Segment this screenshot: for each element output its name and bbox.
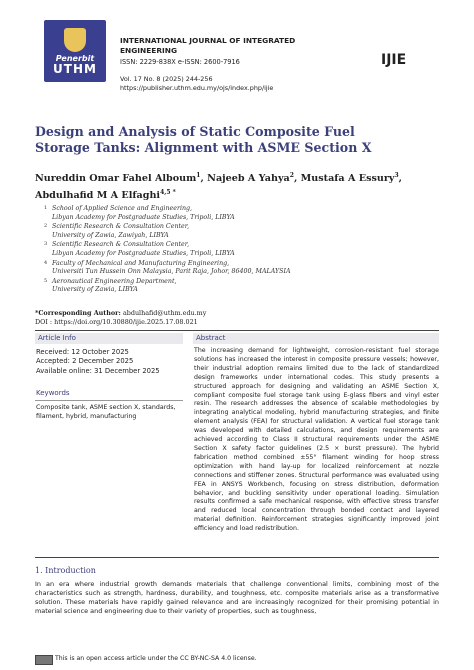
affiliation-number: 2 (44, 223, 48, 230)
author-sup: 4,5 * (160, 189, 176, 197)
issn-line: ISSN: 2229-838X e-ISSN: 2600-7916 (120, 58, 240, 66)
author-name: Mustafa A Essury (300, 173, 395, 185)
abstract-header (193, 333, 439, 344)
affiliation-line: Scientific Research & Consultation Center, (52, 241, 190, 249)
journal-title: INTERNATIONAL JOURNAL OF INTEGRATED ENGINEERING (120, 36, 296, 55)
divider (35, 400, 183, 401)
affiliation-line: Libyan Academy for Postgraduate Studies, Tripoli, LIBYA (52, 249, 235, 257)
divider (35, 557, 439, 558)
affiliation-number: 1 (44, 205, 48, 211)
logo-text-bottom: UTHM (53, 61, 97, 76)
affiliation-list (44, 205, 432, 296)
affiliation-line: School of Applied Science and Engineering, (52, 205, 193, 212)
volume-line: Vol. 17 No. 8 (2025) 244-256 (120, 75, 213, 83)
abstract-heading: Abstract (196, 334, 226, 342)
affiliation-line: University of Zawia, LIBYA (52, 286, 138, 294)
shield-icon (64, 28, 86, 52)
author-name: Abdulhafid M A Elfaghi (35, 190, 161, 202)
author-sup: 1 (196, 172, 201, 179)
cc-license-icon (35, 655, 53, 665)
author-sup: 3 (394, 172, 399, 179)
introduction-text: In an era where industrial growth demands materials that challenge conventional limits, combining most of the characteristics such as strength, hardness, durability, and toughness, etc. composite materials arise as a transformative solution. These materials have rapidly gained relevance and are increasingly recognized for their promising potential in material science and engineering due to their variety of properties, such as toughness, (35, 580, 439, 615)
received-date: Received: 12 October 2025 (36, 348, 129, 356)
affiliation-line: Libyan Academy for Postgraduate Studies, Tripoli, LIBYA (52, 213, 235, 221)
author-name: Najeeb A Yahya (207, 173, 290, 185)
introduction-heading: 1. Introduction (35, 566, 96, 575)
affiliation-number: 4 (44, 259, 48, 266)
affiliation (44, 223, 432, 240)
corresponding-email[interactable]: abdulhafid@uthm.edu.my (122, 309, 207, 317)
affiliation (44, 259, 432, 277)
author-list: Nureddin Omar Fahel Alboum$^1$, Najeeb A Yahya$^2$, Mustafa A Essury$^3$, Abdulhafid M A Elfaghi$^{4,5 *}$ (35, 172, 403, 202)
affiliation-line: Aeronautical Engineering Department, (52, 277, 177, 285)
keywords-text: Composite tank, ASME section X, standards, filament, hybrid, manufacturing (36, 404, 176, 420)
journal-url[interactable]: https://publisher.uthm.edu.my/ojs/index.php/ijie (120, 84, 274, 92)
available-date: Available online: 31 December 2025 (36, 366, 160, 375)
abstract-text: The increasing demand for lightweight, corrosion-resistant fuel storage solutions has increased the interest in composite pressure vessels; however, their industrial adoption remains limited due to the lack of standardized design frameworks under international codes. This study presents a structured approach for designing and validating an ASME Section X, compliant composite fuel storage tank using E-glass fibers and vinyl ester resin. The research addresses the absence of scalable methodologies by integrating analytical modeling, hybrid manufacturing strategies, and finite element analysis (FEA) for structural validation. A vertical fuel storage tank was developed with detailed calculations, and design requirements are achieved according to Class II structural requirements under the ASME Section X safety factor guidelines (2.5 × burst pressure). The hybrid fabrication method combined ±55° filament winding for hoop stress optimization with hand lay-up for localized reinforcement at nozzle connections and stiffener zones. Structural performance was evaluated using FEA in ANSYS Workbench, focusing on stress distribution, deformation behavior, and buckling sensitivity under operational loading. Simulation results confirmed a safe mechanical response, with effective stress transfer and reduced local concentration through bonded contact and layered material definition. Reinforcement strategies significantly improved joint efficiency and load redistribution. (194, 347, 439, 533)
corresponding-block (35, 309, 206, 327)
paper-title: Design and Analysis of Static Composite Fuel Storage Tanks: Alignment with ASME Section X (35, 124, 372, 155)
keywords-heading: Keywords (36, 389, 70, 398)
publisher-logo (44, 20, 106, 82)
article-dates (35, 348, 183, 376)
affiliation (44, 241, 432, 258)
journal-badge: IJIE (381, 52, 407, 68)
affiliation-number: 5 (44, 277, 48, 284)
affiliation-line: Scientific Research & Consultation Center, (52, 223, 190, 231)
article-info-heading: Article Info (38, 334, 76, 342)
affiliation-line: University of Zawia, Zawiyah, LIBYA (52, 231, 169, 239)
corresponding-label: *Corresponding Author: (35, 309, 121, 317)
accepted-date: Accepted: 2 December 2025 (36, 357, 134, 366)
divider (35, 330, 439, 331)
affiliation-line: Faculty of Mechanical and Manufacturing Engineering, (52, 259, 230, 267)
author-name: Nureddin Omar Fahel Alboum (35, 173, 197, 185)
doi-link[interactable]: https://doi.org/10.30880/ijie.2025.17.08.021 (54, 318, 198, 326)
article-info (35, 333, 183, 421)
article-info-header (35, 333, 183, 344)
affiliation (44, 277, 432, 295)
affiliation-line: Universiti Tun Hussein Onn Malaysia, Parit Raja, Johor, 86400, MALAYSIA (52, 268, 291, 276)
affiliation (44, 205, 432, 222)
affiliation-number: 3 (44, 241, 48, 248)
logo-text-top: Penerbit (55, 53, 95, 63)
doi-label: DOI : (35, 318, 53, 326)
license-text[interactable]: This is an open access article under the CC BY-NC-SA 4.0 license. (55, 655, 257, 662)
abstract-section (193, 333, 439, 534)
author-sup: 2 (289, 172, 294, 179)
